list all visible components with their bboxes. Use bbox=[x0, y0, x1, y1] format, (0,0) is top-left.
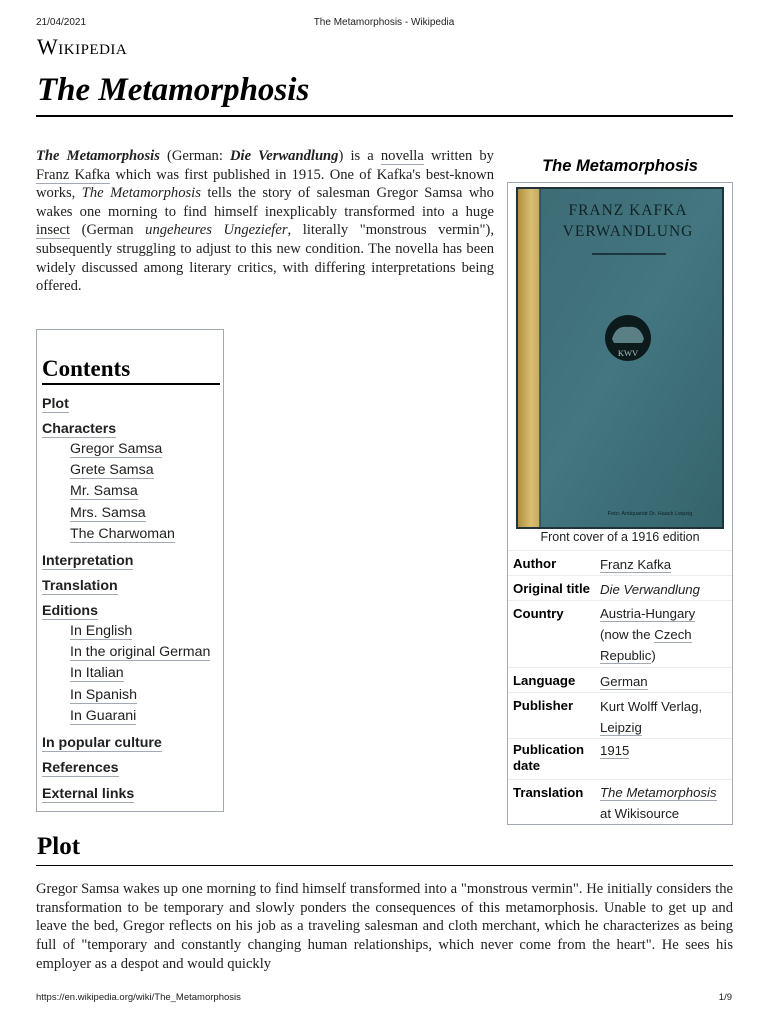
infobox-row-original-title: Original title Die Verwandlung bbox=[508, 575, 732, 601]
link-franz-kafka[interactable]: Franz Kafka bbox=[36, 166, 111, 183]
link-novella[interactable]: novella bbox=[380, 148, 424, 164]
toc-item-external-links[interactable]: External links bbox=[42, 786, 135, 802]
toc-item-in-italian[interactable]: In Italian bbox=[70, 665, 124, 681]
link-insect[interactable]: insect bbox=[36, 222, 71, 239]
toc-item-the-charwoman[interactable]: The Charwoman bbox=[70, 526, 175, 542]
intro-paragraph: The Metamorphosis (German: Die Verwandlung) is a novella written by Franz Kafka which was first published in 1915. One of Kafka's best-known works, The Metamorphosis tells the story of salesman Gregor Samsa who wakes one morning to find himself inexplicably transformed into a huge insect (German ungeheures Ungeziefer, literally "monstrous vermin"), subsequently struggling to adjust to this new condition. The novella has been widely discussed among literary critics, with differing interpretations being offered. bbox=[36, 148, 494, 295]
book-cover-illustration bbox=[516, 187, 724, 529]
czech-republic-link[interactable]: Czech Republic bbox=[600, 627, 692, 663]
title-divider bbox=[36, 115, 733, 117]
print-page-title: The Metamorphosis - Wikipedia bbox=[313, 17, 455, 28]
print-header bbox=[36, 17, 732, 31]
toc-item-editions[interactable]: Editions bbox=[42, 603, 98, 619]
infobox-row-country: Country Austria-Hungary (now the Czech Republic) bbox=[508, 600, 732, 668]
infobox-row-publisher: Publisher Kurt Wolff Verlag, Leipzig bbox=[508, 692, 732, 739]
toc-item-translation[interactable]: Translation bbox=[42, 578, 118, 594]
section-title-plot: Plot bbox=[37, 833, 81, 860]
toc-item-in-popular-culture[interactable]: In popular culture bbox=[42, 735, 162, 751]
infobox-caption: The Metamorphosis bbox=[542, 157, 698, 175]
wikisource-link[interactable]: The Metamorphosis bbox=[600, 785, 717, 800]
toc-item-plot[interactable]: Plot bbox=[42, 396, 69, 412]
toc-item-characters[interactable]: Characters bbox=[42, 421, 117, 437]
author-link[interactable]: Franz Kafka bbox=[600, 557, 672, 572]
infobox-row-translation: Translation The Metamorphosis at Wikisource bbox=[508, 779, 732, 825]
toc-item-mrs-samsa[interactable]: Mrs. Samsa bbox=[70, 505, 146, 521]
leipzig-link[interactable]: Leipzig bbox=[600, 720, 642, 735]
toc-item-references[interactable]: References bbox=[42, 760, 119, 776]
cover-photo-credit: Foto: Antiquariat Dr. Haack Leipzig bbox=[607, 511, 693, 517]
cover-emblem-text: KWV bbox=[617, 348, 639, 358]
toc-item-interpretation[interactable]: Interpretation bbox=[42, 553, 134, 569]
toc-item-in-english[interactable]: In English bbox=[70, 623, 133, 639]
language-link[interactable]: German bbox=[600, 674, 648, 689]
infobox-row-language: Language German bbox=[508, 667, 732, 693]
cover-line2: VERWANDLUNG bbox=[562, 223, 694, 240]
section-divider bbox=[36, 865, 733, 866]
toc-item-in-guarani[interactable]: In Guarani bbox=[70, 708, 137, 724]
intro-title-bold: The Metamorphosis bbox=[36, 148, 160, 164]
toc-item-gregor-samsa[interactable]: Gregor Samsa bbox=[70, 441, 163, 457]
country-link[interactable]: Austria-Hungary bbox=[600, 606, 696, 621]
intro-german-title: Die Verwandlung bbox=[230, 148, 339, 164]
publication-date-link[interactable]: 1915 bbox=[600, 743, 630, 758]
book-cover-image[interactable] bbox=[516, 187, 724, 529]
infobox-row-publication-date: Publication date 1915 bbox=[508, 738, 732, 780]
page-number: 1/9 bbox=[718, 992, 732, 1003]
toc-item-mr-samsa[interactable]: Mr. Samsa bbox=[70, 483, 138, 499]
infobox-row-author: Author Franz Kafka bbox=[508, 550, 732, 576]
cover-caption: Front cover of a 1916 edition bbox=[540, 530, 700, 544]
toc-title: Contents bbox=[42, 356, 220, 385]
page-title: The Metamorphosis bbox=[37, 72, 310, 108]
toc-item-in-spanish[interactable]: In Spanish bbox=[70, 687, 138, 703]
toc-item-grete-samsa[interactable]: Grete Samsa bbox=[70, 462, 154, 478]
print-date: 21/04/2021 bbox=[36, 17, 87, 28]
plot-paragraph: Gregor Samsa wakes up one morning to find himself transformed into a "monstrous vermin". He initially considers the transformation to be temporary and slowly ponders the consequences of this metamorphosis. Unable to get up and leave the bed, Gregor reflects on his job as a traveling salesman and cloth merchant, which he characterizes as being full of "temporary and constantly changing human relationships, which never come from the heart". He sees his employer as a despot and would quickly bbox=[36, 881, 733, 972]
print-footer bbox=[36, 992, 732, 1006]
cover-line1: FRANZ KAFKA bbox=[568, 202, 688, 219]
toc-item-in-original-german[interactable]: In the original German bbox=[70, 644, 211, 660]
infobox bbox=[507, 182, 733, 825]
wikipedia-logo[interactable]: Wikipedia bbox=[37, 34, 128, 59]
print-url: https://en.wikipedia.org/wiki/The_Metamorphosis bbox=[36, 992, 241, 1003]
table-of-contents bbox=[36, 329, 224, 812]
